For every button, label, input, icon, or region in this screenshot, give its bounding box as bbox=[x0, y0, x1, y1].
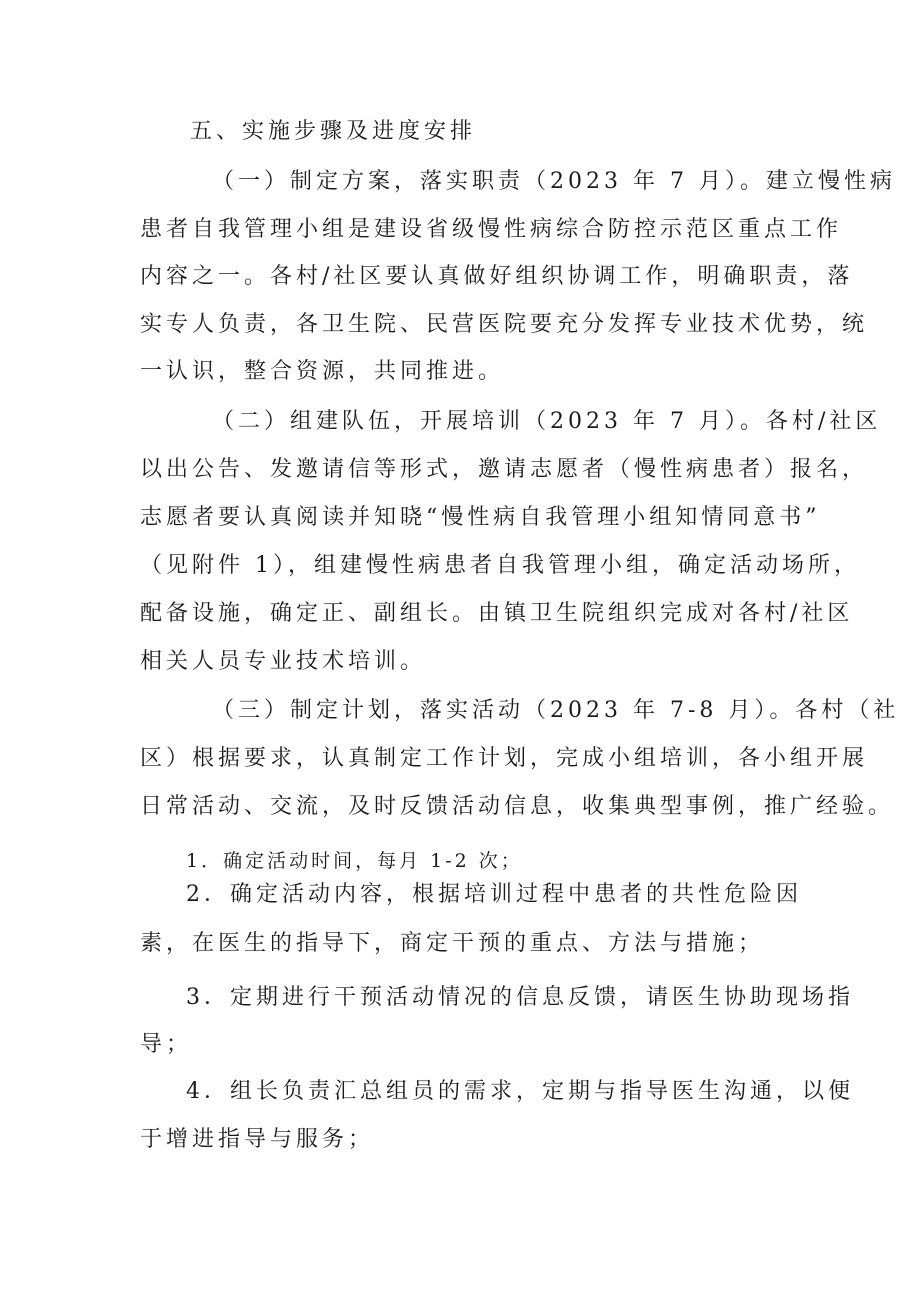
paragraph-1-line-5: 一认识，整合资源，共同推进。 bbox=[140, 359, 505, 384]
paragraph-2-line-2: 以出公告、发邀请信等形式，邀请志愿者（慢性病患者）报名， bbox=[140, 457, 869, 482]
item-4-line-2: 于增进指导与服务； bbox=[140, 1127, 375, 1152]
paragraph-2-line-5: 配备设施，确定正、副组长。由镇卫生院组织完成对各村/社区 bbox=[140, 601, 854, 626]
paragraph-2-line-6: 相关人员专业技术培训。 bbox=[140, 649, 427, 674]
paragraph-1-line-3: 内容之一。各村/社区要认真做好组织协调工作，明确职责，落 bbox=[140, 264, 854, 289]
item-2-line-1: 2．确定活动内容，根据培训过程中患者的共性危险因 bbox=[186, 882, 802, 907]
item-2-line-2: 素，在医生的指导下，商定干预的重点、方法与措施； bbox=[140, 931, 765, 956]
paragraph-1-line-1: （一）制定方案，落实职责（2023 年 7 月）。建立慢性病 bbox=[212, 169, 896, 194]
paragraph-3-line-3: 日常活动、交流，及时反馈活动信息，收集典型事例，推广经验。 bbox=[140, 794, 895, 819]
section-heading: 五、实施步骤及进度安排 bbox=[190, 119, 477, 144]
item-3-line-1: 3．定期进行干预活动情况的信息反馈，请医生协助现场指 bbox=[186, 985, 854, 1010]
item-4-line-1: 4．组长负责汇总组员的需求，定期与指导医生沟通，以便 bbox=[186, 1079, 854, 1104]
paragraph-3-line-1: （三）制定计划，落实活动（2023 年 7-8 月）。各村（社 bbox=[212, 698, 900, 723]
item-3-line-2: 导； bbox=[140, 1032, 193, 1057]
paragraph-2-line-1: （二）组建队伍，开展培训（2023 年 7 月）。各村/社区 bbox=[212, 409, 882, 434]
paragraph-2-line-3: 志愿者要认真阅读并知晓“慢性病自我管理小组知情同意书” bbox=[140, 505, 821, 530]
paragraph-2-line-4: （见附件 1），组建慢性病患者自我管理小组，确定活动场所， bbox=[140, 553, 860, 578]
paragraph-3-line-2: 区）根据要求，认真制定工作计划，完成小组培训，各小组开展 bbox=[140, 746, 869, 771]
item-1: 1．确定活动时间，每月 1-2 次； bbox=[186, 850, 523, 872]
paragraph-1-line-2: 患者自我管理小组是建设省级慢性病综合防控示范区重点工作 bbox=[140, 217, 843, 242]
paragraph-1-line-4: 实专人负责，各卫生院、民营医院要充分发挥专业技术优势，统 bbox=[140, 312, 869, 337]
